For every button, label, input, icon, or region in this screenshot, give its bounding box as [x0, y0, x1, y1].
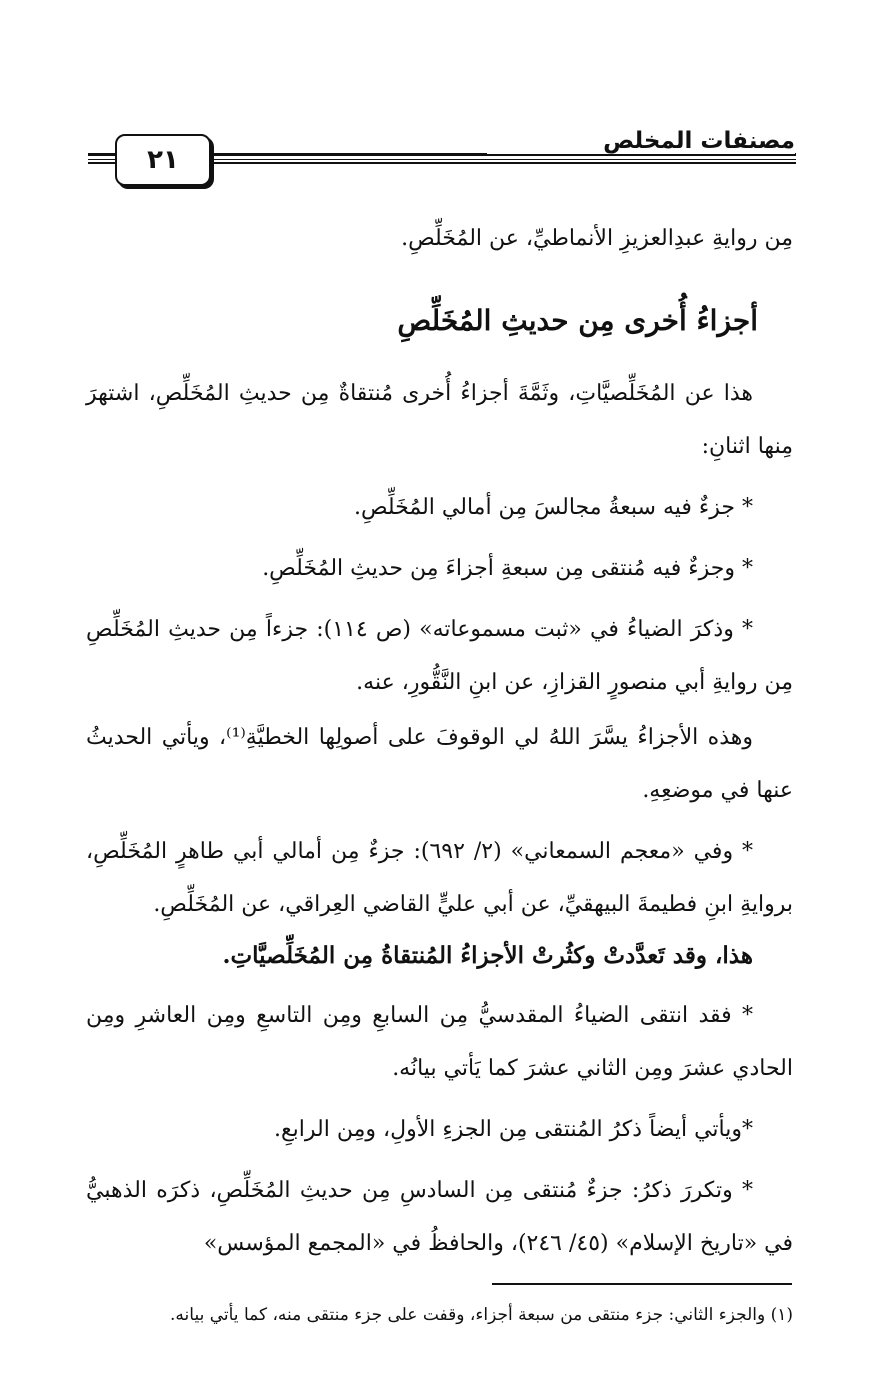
page-body	[86, 212, 793, 1270]
footnote-separator	[492, 1283, 792, 1285]
list-item: * جزءٌ فيه سبعةُ مجالسَ مِن أمالي المُخَلِّصِ.	[353, 495, 753, 520]
paragraph: * فقد انتقى الضياءُ المقدسيُّ مِن السابعِ ومِن التاسعِ ومِن العاشرِ ومِن الحادي عشرَ ومِن الثاني عشرَ كما يَأتي بيانُه.	[86, 1003, 793, 1081]
section-heading: أجزاءُ أُخرى مِن حديثِ المُخَلِّصِ	[397, 304, 758, 337]
bold-statement: هذا، وقد تَعدَّدتْ وكثُرتْ الأجزاءُ المُنتقاةُ مِن المُخَلِّصيَّاتِ.	[222, 942, 753, 969]
opening-line: مِن روايةِ عبدِالعزيزِ الأنماطيِّ، عن المُخَلِّصِ.	[401, 226, 793, 251]
paragraph: * وفي «معجم السمعاني» (٢/ ٦٩٢): جزءٌ مِن أمالي أبي طاهرٍ المُخَلِّصِ، بروايةِ ابنِ فطيمةَ البيهقيِّ، عن أبي عليٍّ القاضي العِراقي، عن المُخَلِّصِ.	[86, 839, 793, 917]
running-title: مصنفات المخلص	[487, 128, 795, 154]
footnote: (١) والجزء الثاني: جزء منتقى من سبعة أجزاء، وقفت على جزء منتقى منه، كما يأتي بيانه.	[170, 1305, 793, 1325]
list-item: * وجزءٌ فيه مُنتقى مِن سبعةِ أجزاءَ مِن حديثِ المُخَلِّصِ.	[262, 556, 753, 581]
paragraph: وهذه الأجزاءُ يسَّرَ اللهُ لي الوقوفَ على أصولِها الخطيَّةِ⁽¹⁾، ويأتي الحديثُ عنها في موضعِهِ.	[86, 725, 793, 803]
paragraph: هذا عن المُخَلِّصيَّاتِ، وثَمَّةَ أجزاءُ أُخرى مُنتقاةٌ مِن حديثِ المُخَلِّصِ، اشتهرَ مِنها اثنانِ:	[86, 381, 793, 459]
page-number: ٢١	[115, 134, 211, 186]
paragraph: *ويأتي أيضاً ذكرُ المُنتقى مِن الجزءِ الأولِ، ومِن الرابعِ.	[273, 1117, 753, 1142]
paragraph: * وذكرَ الضياءُ في «ثبت مسموعاته» (ص ١١٤): جزءاً مِن حديثِ المُخَلِّصِ مِن روايةِ أبي منصورٍ القزازِ، عن ابنِ النَّقُّورِ، عنه.	[86, 617, 793, 695]
paragraph: * وتكررَ ذكرُ: جزءٌ مُنتقى مِن السادسِ مِن حديثِ المُخَلِّصِ، ذكرَه الذهبيُّ في «تاريخ الإسلام» (٤٥/ ٢٤٦)، والحافظُ في «المجمع المؤسس»	[86, 1178, 793, 1256]
